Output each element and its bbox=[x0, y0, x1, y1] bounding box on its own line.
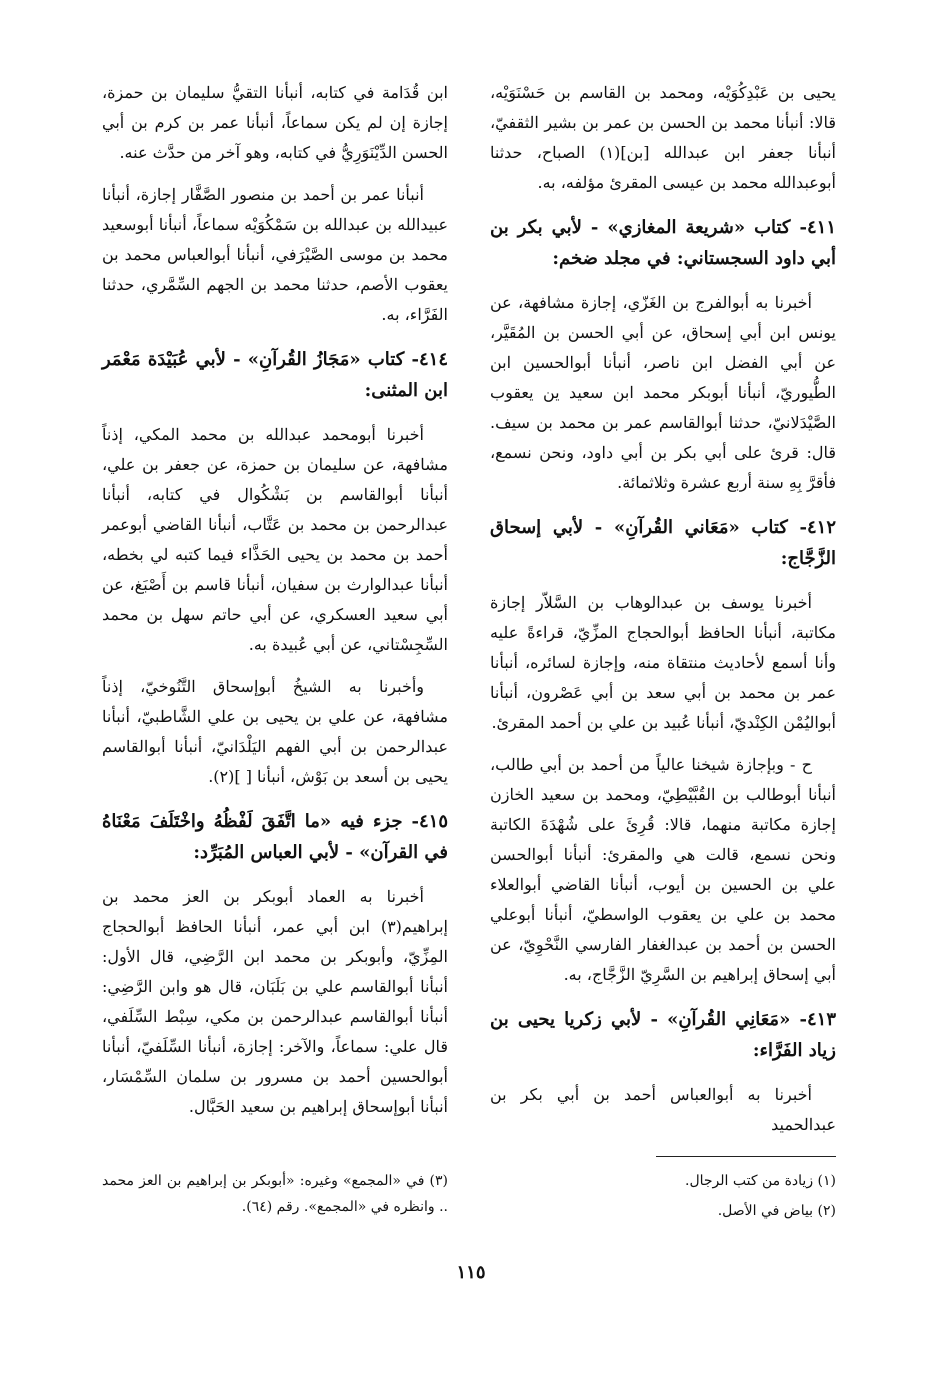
paragraph: يحيى بن عَبْدِكُوَيْه، ومحمد بن القاسم بن حَسْنَوَيْه، قالا: أنبأنا محمد بن الحسن بن عمر بن بشير الثقفيّ، أنبأنا جعفر ابن عبدالله [بن](١) الصباح، حدثنا أبوعبدالله محمد بن عيسى المقرئ مؤلفه، به. bbox=[490, 83, 836, 192]
footnote-divider bbox=[656, 1156, 836, 1157]
paragraph: أخبرنا به أبوالعباس أحمد بن أبي بكر بن عبدالحميد bbox=[490, 1085, 836, 1134]
entry-heading-411: ٤١١- كتاب «شريعة المغازي» - لأبي بكر بن أبي داود السجستاني: في مجلد ضخم: bbox=[490, 217, 836, 269]
page-number: ١١٥ bbox=[456, 1262, 486, 1283]
right-column bbox=[490, 78, 836, 1152]
entry-heading-412: ٤١٢- كتاب «مَعَاني القُرآنِ» - لأبي إسحاق الزَّجَّاج: bbox=[490, 517, 836, 569]
paragraph: ح - وبإجازة شيخنا عالياً من أحمد بن أبي طالب، أنبأنا أبوطالب بن القُبَّيْطِيّ، ومحمد بن سعيد الخازن إجازة مكاتبة منهما، قالا: قُرِئَ على شُهْدَةَ الكاتبة ونحن نسمع، قالت هي والمقرئ: أنبأنا أبوالحسن علي بن الحسين بن أيوب، أنبأنا القاضي أبوالعلاء محمد بن علي بن يعقوب الواسطيّ، أنبأنا أبوعلي الحسن بن أحمد بن عبدالغفار الفارسي النَّحْوِيّ، عن أبي إسحاق إبراهيم بن السَّرِيّ الزَّجَّاج، به. bbox=[490, 755, 836, 984]
footnote-2: (٢) بياض في الأصل. bbox=[717, 1203, 836, 1219]
paragraph: أخبرنا يوسف بن عبدالوهاب بن السَّلاّر إجازة مكاتبة، أنبأنا الحافظ أبوالحجاج المزِّيّ، قراءةً عليه وأنا أسمع لأحاديث منتقاة منه، وإجازة لسائره، أنبأنا عمر بن محمد بن أبي سعد بن أبي عَصْرون، أنبأنا أبواليُمْن الكِنْديّ، أنبأنا عُبيد بن علي بن أحمد المقرئ. bbox=[490, 593, 836, 732]
left-column bbox=[102, 78, 448, 1134]
footnote-1: (١) زيادة من كتب الرجال. bbox=[685, 1173, 836, 1189]
entry-heading-414: ٤١٤- كتاب «مَجَازُ القُرآنِ» - لأبي عُبَيْدَة مَعْمَر ابن المثنى: bbox=[102, 349, 448, 401]
paragraph: ابن قُدَامة في كتابه، أنبأنا التقيُّ سليمان بن حمزة، إجازة إن لم يكن سماعاً، أنبأنا عمر بن كرم بن أبي الحسن الدِّيْنَوَرِيُّ في كتابه، وهو آخر من حدَّث عنه. bbox=[102, 83, 448, 162]
footnotes-left bbox=[102, 1168, 448, 1224]
entry-heading-415: ٤١٥- جزء فيه «ما اتَّفَقَ لَفْظُهُ واخْتَلَفَ مَعْنَاهُ في القرآن» - لأبي العباس المُبَرِّد: bbox=[102, 811, 448, 863]
paragraph: أخبرنا به العماد أبوبكر بن العز محمد بن إبراهيم(٣) ابن أبي عمر، أنبأنا الحافظ أبوالحجاج المِزِّيّ، وأبوبكر بن محمد ابن الرَّضِي، قال الأول: أنبأنا أبوالقاسم علي بن بَلَبَان، قال هو وابن الرَّضِي: أنبأنا أبوالقاسم عبدالرحمن بن مكي، سِبْط السِّلَفي، قال علي: سماعاً، والآخر: إجازة، أنبأنا السِّلَفيّ، أنبأنا أبوالحسين أحمد بن مسرور بن سلمان السِّمْسَار، أنبأنا أبوإسحاق إبراهيم بن سعيد الحَبَّال. bbox=[102, 887, 448, 1116]
footnotes-right bbox=[490, 1168, 836, 1228]
paragraph: أخبرنا أبومحمد عبدالله بن محمد المكي، إذناً مشافهة، عن سليمان بن حمزة، عن جعفر بن علي، أنبأنا أبوالقاسم بن بَشْكُوال في كتابه، أنبأنا عبدالرحمن بن محمد بن عَتَّاب، أنبأنا القاضي أبوعمر أحمد بن محمد بن يحيى الحَذَّاء فيما كتبه لي بخطه، أنبأنا عبدالوارث بن سفيان، أنبأنا قاسم بن أَصْبَغ، عن أبي سعيد العسكري، عن أبي حاتم سهل بن محمد السِّجِسْتاني، عن أبي عُبيدة به. bbox=[102, 425, 448, 654]
footnote-3: (٣) في «المجمع» وغيره: «أبوبكر بن إبراهيم بن العز محمد .. وانظره في «المجمع». رقم (٦٤). bbox=[102, 1173, 448, 1215]
paragraph: وأخبرنا به الشيخُ أبوإسحاق التَّنُوخيّ، إذناً مشافهة، عن علي بن يحيى بن علي الشَّاطبيّ، أنبأنا عبدالرحمن بن أبي الفهم اليَلْدَانيّ، أنبأنا أبوالقاسم يحيى بن أسعد بن بَوْش، أنبأنا [ ](٢). bbox=[102, 677, 448, 786]
paragraph: أنبأنا عمر بن أحمد بن منصور الصَّفَّار إجازة، أنبأنا عبيدالله بن عبدالله بن سَمْكُوَيْه سماعاً، أنبأنا أبوسعيد محمد بن موسى الصَّيْرَفي، أنبأنا أبوالعباس محمد بن يعقوب الأصم، حدثنا محمد بن الجهم السِّمَّري، حدثنا الفَرَّاء، به. bbox=[102, 185, 449, 324]
entry-heading-413: ٤١٣- «مَعَانِي القُرآنِ» - لأبي زكريا يحيى بن زياد الفَرَّاء: bbox=[490, 1009, 836, 1061]
paragraph: أخبرنا به أبوالفرج بن الغَزّي، إجازة مشافهة، عن يونس ابن أبي إسحاق، عن أبي الحسن بن المُقَيَّر، عن أبي الفضل ابن ناصر، أنبأنا أبوالحسين ابن الطُّيوريّ، أنبأنا أبوبكر محمد ابن سعيد ين يعقوب الصَّيْدَلانيّ، حدثنا أبوالقاسم عمر بن محمد بن سيف. قال: قرئ على أبي بكر بن أبي داود، ونحن نسمع، فأقرَّ بِهِ سنة أربع عشرة وثلاثمائة. bbox=[490, 293, 836, 492]
